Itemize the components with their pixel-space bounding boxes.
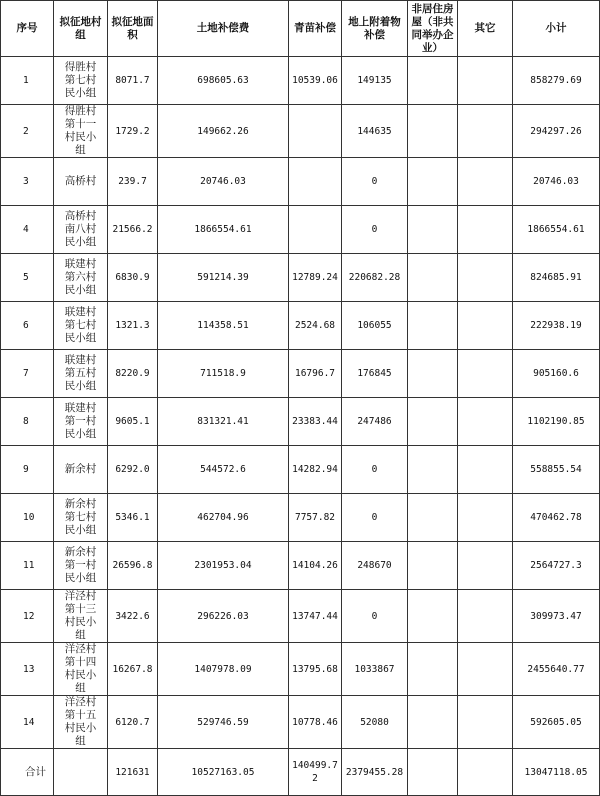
cell-subtotal: 470462.78 xyxy=(513,494,600,542)
table-row xyxy=(1,494,600,542)
cell-attach-comp: 247486 xyxy=(342,398,408,446)
cell-subtotal: 2564727.3 xyxy=(513,542,600,590)
cell-crop-comp: 16796.7 xyxy=(289,350,342,398)
cell-seq: 11 xyxy=(1,542,54,590)
cell-nonres xyxy=(408,158,458,206)
cell-subtotal: 2455640.77 xyxy=(513,643,600,696)
cell-land-comp: 831321.41 xyxy=(158,398,289,446)
cell-area: 239.7 xyxy=(108,158,158,206)
cell-village: 联建村第一村民小组 xyxy=(54,398,108,446)
cell-village: 洋泾村第十五村民小组 xyxy=(54,696,108,749)
cell-attach-comp: 149135 xyxy=(342,57,408,105)
header-crop-comp: 青苗补偿 xyxy=(289,1,342,57)
cell-crop-comp: 12789.24 xyxy=(289,254,342,302)
cell-village: 高桥村南八村民小组 xyxy=(54,206,108,254)
cell-crop-comp: 2524.68 xyxy=(289,302,342,350)
table-row xyxy=(1,398,600,446)
cell-crop-comp: 23383.44 xyxy=(289,398,342,446)
cell-attach-comp: 1033867 xyxy=(342,643,408,696)
cell-village: 联建村第七村民小组 xyxy=(54,302,108,350)
cell-subtotal: 592605.05 xyxy=(513,696,600,749)
cell-other xyxy=(458,446,513,494)
cell-land-comp: 544572.6 xyxy=(158,446,289,494)
cell-subtotal: 294297.26 xyxy=(513,105,600,158)
cell-seq: 5 xyxy=(1,254,54,302)
table-row xyxy=(1,302,600,350)
cell-nonres xyxy=(408,206,458,254)
cell-crop-comp: 13795.68 xyxy=(289,643,342,696)
table-row xyxy=(1,696,600,749)
header-land-comp: 土地补偿费 xyxy=(158,1,289,57)
cell-land-comp: 2301953.04 xyxy=(158,542,289,590)
total-area: 121631 xyxy=(108,749,158,796)
cell-land-comp: 529746.59 xyxy=(158,696,289,749)
cell-area: 8071.7 xyxy=(108,57,158,105)
cell-land-comp: 20746.03 xyxy=(158,158,289,206)
cell-village: 联建村第六村民小组 xyxy=(54,254,108,302)
cell-nonres xyxy=(408,542,458,590)
cell-seq: 3 xyxy=(1,158,54,206)
cell-other xyxy=(458,254,513,302)
cell-area: 1321.3 xyxy=(108,302,158,350)
cell-crop-comp: 14282.94 xyxy=(289,446,342,494)
cell-village: 洋泾村第十四村民小组 xyxy=(54,643,108,696)
cell-land-comp: 1407978.09 xyxy=(158,643,289,696)
cell-attach-comp: 144635 xyxy=(342,105,408,158)
cell-seq: 10 xyxy=(1,494,54,542)
cell-other xyxy=(458,590,513,643)
cell-area: 21566.2 xyxy=(108,206,158,254)
cell-subtotal: 858279.69 xyxy=(513,57,600,105)
total-nonres xyxy=(408,749,458,796)
cell-attach-comp: 0 xyxy=(342,206,408,254)
cell-land-comp: 591214.39 xyxy=(158,254,289,302)
table-row xyxy=(1,542,600,590)
cell-crop-comp: 10539.06 xyxy=(289,57,342,105)
table-row xyxy=(1,158,600,206)
header-row xyxy=(1,1,600,57)
cell-subtotal: 20746.03 xyxy=(513,158,600,206)
cell-seq: 8 xyxy=(1,398,54,446)
cell-area: 3422.6 xyxy=(108,590,158,643)
cell-attach-comp: 248670 xyxy=(342,542,408,590)
cell-other xyxy=(458,57,513,105)
total-attach-comp: 2379455.28 xyxy=(342,749,408,796)
cell-attach-comp: 0 xyxy=(342,158,408,206)
cell-seq: 1 xyxy=(1,57,54,105)
table-row xyxy=(1,350,600,398)
total-land-comp: 10527163.05 xyxy=(158,749,289,796)
cell-nonres xyxy=(408,57,458,105)
header-other: 其它 xyxy=(458,1,513,57)
cell-land-comp: 296226.03 xyxy=(158,590,289,643)
cell-other xyxy=(458,105,513,158)
cell-nonres xyxy=(408,350,458,398)
cell-nonres xyxy=(408,105,458,158)
table-row xyxy=(1,643,600,696)
cell-other xyxy=(458,643,513,696)
table-row xyxy=(1,206,600,254)
cell-village: 新余村第七村民小组 xyxy=(54,494,108,542)
table-row xyxy=(1,590,600,643)
cell-other xyxy=(458,494,513,542)
cell-area: 16267.8 xyxy=(108,643,158,696)
total-village xyxy=(54,749,108,796)
cell-land-comp: 711518.9 xyxy=(158,350,289,398)
cell-nonres xyxy=(408,254,458,302)
table-row xyxy=(1,254,600,302)
cell-village: 联建村第五村民小组 xyxy=(54,350,108,398)
cell-seq: 12 xyxy=(1,590,54,643)
cell-crop-comp: 13747.44 xyxy=(289,590,342,643)
total-label: 合计 xyxy=(1,749,54,796)
cell-village: 高桥村 xyxy=(54,158,108,206)
header-attach-comp: 地上附着物补偿 xyxy=(342,1,408,57)
cell-subtotal: 222938.19 xyxy=(513,302,600,350)
cell-area: 6830.9 xyxy=(108,254,158,302)
total-row xyxy=(1,749,600,796)
cell-attach-comp: 52080 xyxy=(342,696,408,749)
cell-nonres xyxy=(408,590,458,643)
header-nonres: 非居住房屋（非共同举办企业） xyxy=(408,1,458,57)
cell-nonres xyxy=(408,446,458,494)
cell-attach-comp: 0 xyxy=(342,494,408,542)
cell-other xyxy=(458,542,513,590)
cell-seq: 4 xyxy=(1,206,54,254)
cell-other xyxy=(458,398,513,446)
cell-area: 6292.0 xyxy=(108,446,158,494)
cell-village: 新余村第一村民小组 xyxy=(54,542,108,590)
cell-nonres xyxy=(408,696,458,749)
cell-nonres xyxy=(408,302,458,350)
cell-land-comp: 114358.51 xyxy=(158,302,289,350)
cell-attach-comp: 0 xyxy=(342,446,408,494)
table-row xyxy=(1,57,600,105)
cell-seq: 9 xyxy=(1,446,54,494)
total-subtotal: 13047118.05 xyxy=(513,749,600,796)
cell-land-comp: 1866554.61 xyxy=(158,206,289,254)
cell-area: 26596.8 xyxy=(108,542,158,590)
cell-village: 得胜村第七村民小组 xyxy=(54,57,108,105)
cell-attach-comp: 106055 xyxy=(342,302,408,350)
cell-area: 5346.1 xyxy=(108,494,158,542)
header-village: 拟征地村组 xyxy=(54,1,108,57)
cell-crop-comp: 14104.26 xyxy=(289,542,342,590)
cell-land-comp: 698605.63 xyxy=(158,57,289,105)
cell-land-comp: 462704.96 xyxy=(158,494,289,542)
cell-subtotal: 824685.91 xyxy=(513,254,600,302)
table-row xyxy=(1,446,600,494)
cell-nonres xyxy=(408,494,458,542)
cell-subtotal: 309973.47 xyxy=(513,590,600,643)
cell-seq: 7 xyxy=(1,350,54,398)
cell-seq: 14 xyxy=(1,696,54,749)
cell-subtotal: 1102190.85 xyxy=(513,398,600,446)
cell-seq: 13 xyxy=(1,643,54,696)
cell-village: 新余村 xyxy=(54,446,108,494)
cell-other xyxy=(458,696,513,749)
cell-crop-comp: 10778.46 xyxy=(289,696,342,749)
cell-crop-comp xyxy=(289,158,342,206)
cell-attach-comp: 0 xyxy=(342,590,408,643)
cell-crop-comp: 7757.82 xyxy=(289,494,342,542)
cell-area: 1729.2 xyxy=(108,105,158,158)
cell-other xyxy=(458,350,513,398)
table-row xyxy=(1,105,600,158)
header-seq: 序号 xyxy=(1,1,54,57)
cell-subtotal: 1866554.61 xyxy=(513,206,600,254)
header-subtotal: 小计 xyxy=(513,1,600,57)
cell-nonres xyxy=(408,398,458,446)
cell-other xyxy=(458,302,513,350)
cell-attach-comp: 220682.28 xyxy=(342,254,408,302)
cell-seq: 6 xyxy=(1,302,54,350)
cell-crop-comp xyxy=(289,206,342,254)
cell-seq: 2 xyxy=(1,105,54,158)
cell-other xyxy=(458,206,513,254)
cell-area: 8220.9 xyxy=(108,350,158,398)
cell-area: 6120.7 xyxy=(108,696,158,749)
cell-subtotal: 558855.54 xyxy=(513,446,600,494)
cell-nonres xyxy=(408,643,458,696)
cell-area: 9605.1 xyxy=(108,398,158,446)
cell-crop-comp xyxy=(289,105,342,158)
cell-land-comp: 149662.26 xyxy=(158,105,289,158)
total-crop-comp: 140499.72 xyxy=(289,749,342,796)
cell-village: 洋泾村第十三村民小组 xyxy=(54,590,108,643)
cell-village: 得胜村第十一村民小组 xyxy=(54,105,108,158)
total-other xyxy=(458,749,513,796)
cell-subtotal: 905160.6 xyxy=(513,350,600,398)
cell-attach-comp: 176845 xyxy=(342,350,408,398)
header-area: 拟征地面积 xyxy=(108,1,158,57)
cell-other xyxy=(458,158,513,206)
